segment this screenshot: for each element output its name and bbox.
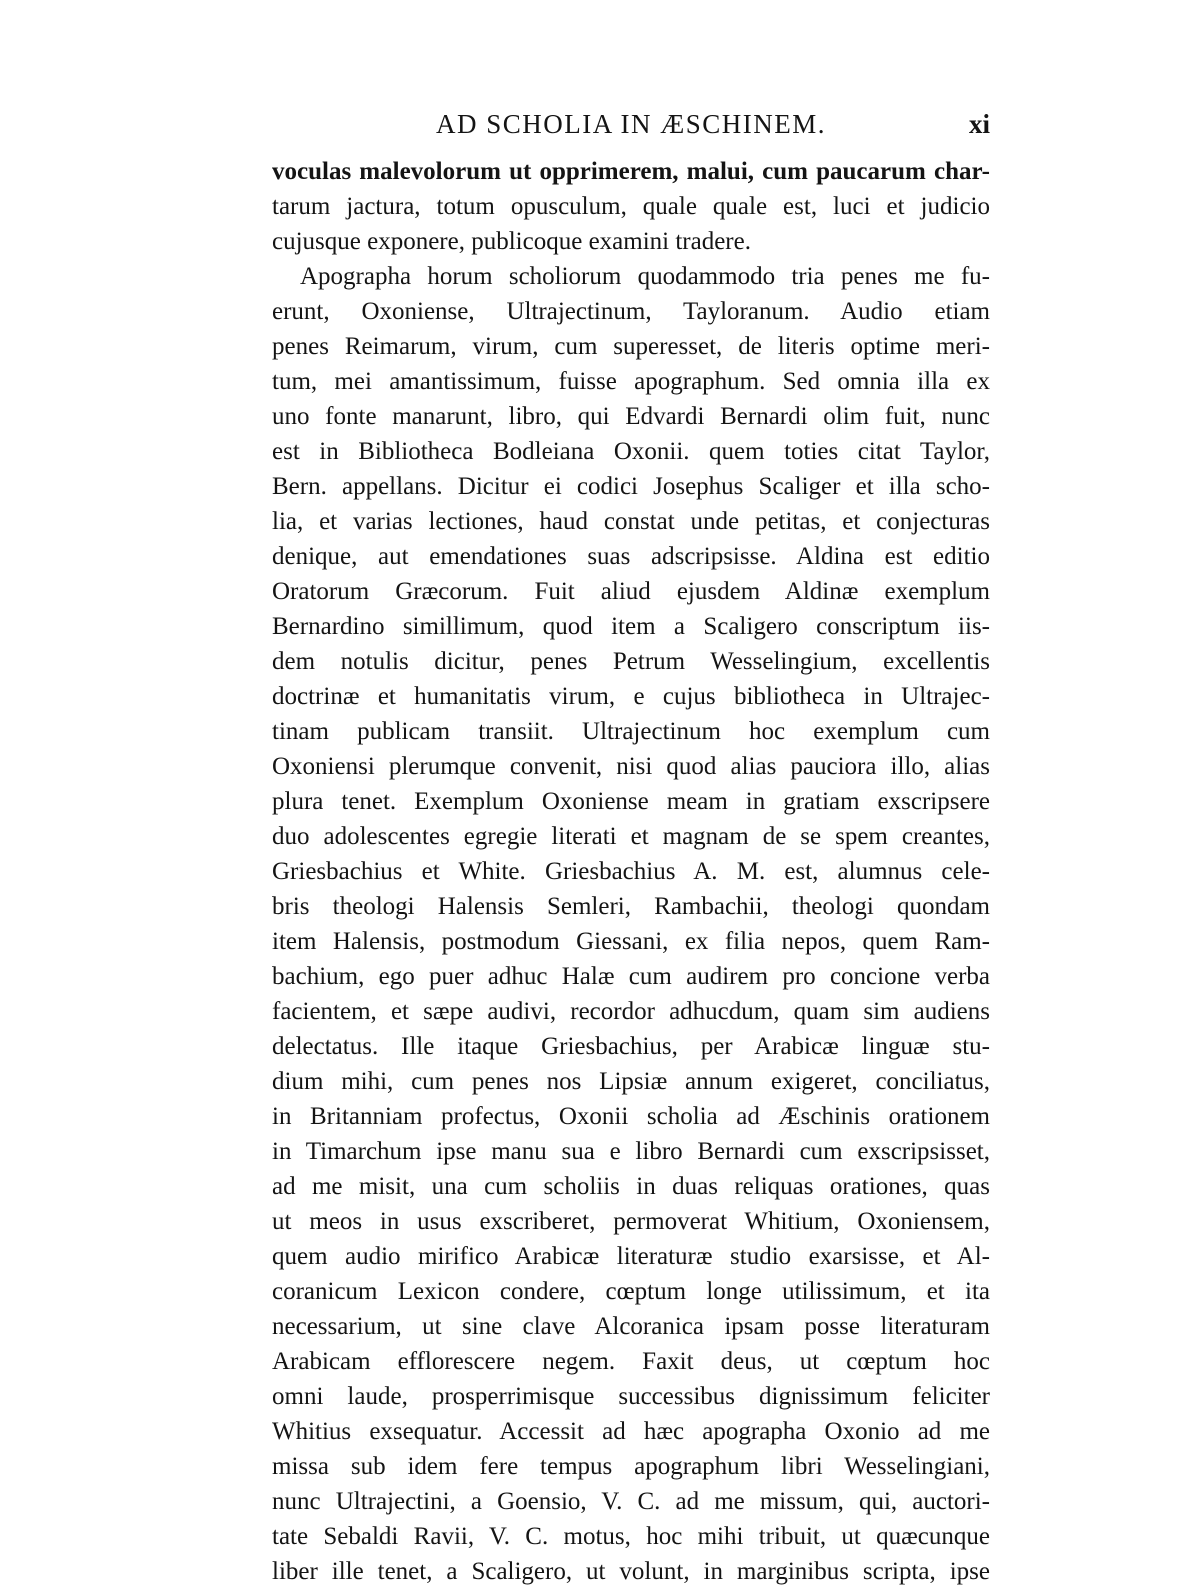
- text-line: cujusque exponere, publicoque examini tradere.: [272, 228, 751, 255]
- text-line: erunt, Oxoniense, Ultrajectinum, Tayloranum. Audio etiam: [272, 298, 990, 325]
- text-line: missa sub idem fere tempus apographum libri Wesselingiani,: [272, 1453, 990, 1480]
- text-line: ad me misit, una cum scholiis in duas reliquas orationes, quas: [272, 1173, 990, 1200]
- text-line: tate Sebaldi Ravii, V. C. motus, hoc mihi tribuit, ut quæcunque: [272, 1523, 990, 1550]
- text-line: dium mihi, cum penes nos Lipsiæ annum exigeret, conciliatus,: [272, 1068, 990, 1095]
- text-line: liber ille tenet, a Scaligero, ut volunt, in marginibus scripta, ipse: [272, 1558, 990, 1585]
- text-line: item Halensis, postmodum Giessani, ex filia nepos, quem Ram-: [272, 928, 990, 955]
- text-line: ut meos in usus exscriberet, permoverat Whitium, Oxoniensem,: [272, 1208, 990, 1235]
- page-number: xi: [968, 109, 990, 139]
- text-line: Griesbachius et White. Griesbachius A. M. est, alumnus cele-: [272, 858, 990, 885]
- text-line: uno fonte manarunt, libro, qui Edvardi Bernardi olim fuit, nunc: [272, 403, 990, 430]
- text-line: bachium, ego puer adhuc Halæ cum audirem pro concione verba: [272, 963, 990, 990]
- text-line: coranicum Lexicon condere, cœptum longe utilissimum, et ita: [272, 1278, 990, 1305]
- text-line: quem audio mirifico Arabicæ literaturæ studio exarsisse, et Al-: [272, 1243, 990, 1270]
- text-line: voculas malevolorum ut opprimerem, malui, cum paucarum char-: [272, 158, 990, 185]
- running-title: AD SCHOLIA IN ÆSCHINEM.: [435, 109, 827, 139]
- text-line: est in Bibliotheca Bodleiana Oxonii. quem toties citat Taylor,: [272, 438, 990, 465]
- text-line: facientem, et sæpe audivi, recordor adhucdum, quam sim audiens: [272, 998, 990, 1025]
- text-line: duo adolescentes egregie literati et magnam de se spem creantes,: [272, 823, 990, 850]
- text-line: Bernardino simillimum, quod item a Scaligero conscriptum iis-: [272, 613, 990, 640]
- text-line: in Timarchum ipse manu sua e libro Bernardi cum exscripsisset,: [272, 1138, 990, 1165]
- text-line: necessarium, ut sine clave Alcoranica ipsam posse literaturam: [272, 1313, 990, 1340]
- text-line: dem notulis dicitur, penes Petrum Wesselingium, excellentis: [272, 648, 990, 675]
- text-line: Oxoniensi plerumque convenit, nisi quod alias pauciora illo, alias: [272, 753, 990, 780]
- body-text: [272, 154, 990, 1589]
- text-line: penes Reimarum, virum, cum superesset, de literis optime meri-: [272, 333, 990, 360]
- running-header: [272, 104, 990, 144]
- text-line: bris theologi Halensis Semleri, Rambachii, theologi quondam: [272, 893, 990, 920]
- text-line: omni laude, prosperrimisque successibus dignissimum feliciter: [272, 1383, 990, 1410]
- text-line: Whitius exsequatur. Accessit ad hæc apographa Oxonio ad me: [272, 1418, 990, 1445]
- text-line: tinam publicam transiit. Ultrajectinum hoc exemplum cum: [272, 718, 990, 745]
- text-line: tarum jactura, totum opusculum, quale quale est, luci et judicio: [272, 193, 990, 220]
- text-line: plura tenet. Exemplum Oxoniense meam in gratiam exscripsere: [272, 788, 990, 815]
- text-line: doctrinæ et humanitatis virum, e cujus bibliotheca in Ultrajec-: [272, 683, 990, 710]
- text-line: lia, et varias lectiones, haud constat unde petitas, et conjecturas: [272, 508, 990, 535]
- text-line: Arabicam efflorescere negem. Faxit deus, ut cœptum hoc: [272, 1348, 990, 1375]
- text-line: delectatus. Ille itaque Griesbachius, per Arabicæ linguæ stu-: [272, 1033, 990, 1060]
- text-line: Oratorum Græcorum. Fuit aliud ejusdem Aldinæ exemplum: [272, 578, 990, 605]
- text-line: nunc Ultrajectini, a Goensio, V. C. ad me missum, qui, auctori-: [272, 1488, 990, 1515]
- text-line: denique, aut emendationes suas adscripsisse. Aldina est editio: [272, 543, 990, 570]
- text-line: Bern. appellans. Dicitur ei codici Josephus Scaliger et illa scho-: [272, 473, 990, 500]
- paragraph-first-line: Apographa horum scholiorum quodammodo tria penes me fu-: [300, 263, 990, 290]
- text-line: tum, mei amantissimum, fuisse apographum. Sed omnia illa ex: [272, 368, 990, 395]
- text-line: in Britanniam profectus, Oxonii scholia ad Æschinis orationem: [272, 1103, 990, 1130]
